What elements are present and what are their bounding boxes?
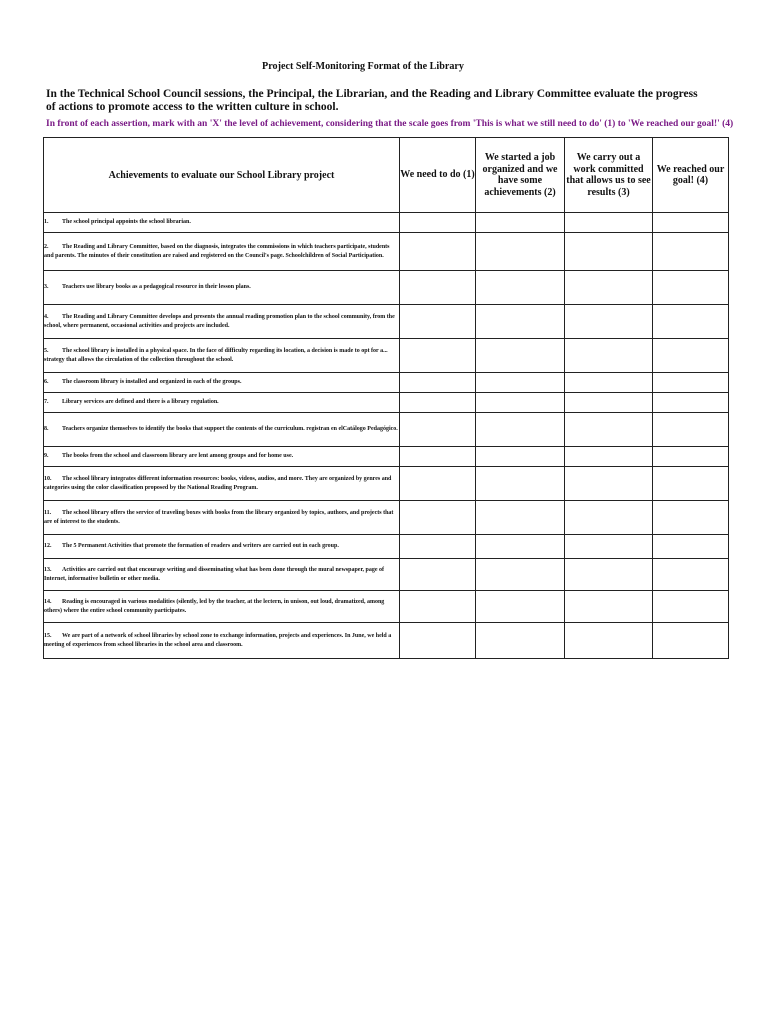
assertion-number: 13. <box>44 566 52 573</box>
table-header-row <box>44 138 729 213</box>
self-monitoring-table <box>43 137 729 659</box>
level2-mark-cell[interactable] <box>476 623 565 659</box>
table-row <box>44 339 729 373</box>
table-row <box>44 233 729 271</box>
assertion-text: The 5 Permanent Activities that promote the formation of readers and writers are carried out in each group. <box>62 543 339 549</box>
level2-mark-cell[interactable] <box>476 339 565 373</box>
level4-mark-cell[interactable] <box>653 373 729 393</box>
assertion-cell <box>44 413 400 447</box>
document-title: Project Self-Monitoring Format of the Library <box>262 60 464 72</box>
level4-mark-cell[interactable] <box>653 413 729 447</box>
assertion-cell <box>44 271 400 305</box>
assertion-cell <box>44 501 400 535</box>
assertion-number: 4. <box>44 313 49 320</box>
table-row <box>44 393 729 413</box>
assertion-cell <box>44 233 400 271</box>
level1-mark-cell[interactable] <box>400 623 476 659</box>
level3-mark-cell[interactable] <box>565 559 653 591</box>
table-row <box>44 623 729 659</box>
table-row <box>44 413 729 447</box>
level3-mark-cell[interactable] <box>565 467 653 501</box>
assertion-number: 10. <box>44 475 52 482</box>
assertion-text: The Reading and Library Committee develops and presents the annual reading promotion plan to the school community, from the school, where permanent, occasional activities and projects are included. <box>44 313 395 329</box>
level2-mark-cell[interactable] <box>476 393 565 413</box>
assertion-text: The school library is installed in a physical space. In the face of difficulty regarding its location, a decision is made to opt for a... strategy that allows the circulation of the collection throughout the school. <box>44 347 388 363</box>
assertion-text: The classroom library is installed and organized in each of the groups. <box>62 379 242 385</box>
level4-mark-cell[interactable] <box>653 591 729 623</box>
level2-mark-cell[interactable] <box>476 213 565 233</box>
assertion-text: Reading is encouraged in various modalities (silently, led by the teacher, at the lectern, in unison, out loud, dramatized, among others) where the entire school community participates. <box>44 598 385 614</box>
level3-mark-cell[interactable] <box>565 623 653 659</box>
level2-mark-cell[interactable] <box>476 559 565 591</box>
table-row <box>44 535 729 559</box>
level4-header: We reached our goal! (4) <box>653 138 729 213</box>
assertion-number: 2. <box>44 243 49 250</box>
achievements-header: Achievements to evaluate our School Library project <box>44 138 400 213</box>
assertion-number: 6. <box>44 379 49 385</box>
level3-mark-cell[interactable] <box>565 501 653 535</box>
level2-mark-cell[interactable] <box>476 447 565 467</box>
level1-mark-cell[interactable] <box>400 233 476 271</box>
level3-mark-cell[interactable] <box>565 213 653 233</box>
assertion-text: We are part of a network of school libraries by school zone to exchange information, projects and experiences. In June, we held a meeting of experiences from school libraries in the school area and classroom. <box>44 632 392 648</box>
level1-mark-cell[interactable] <box>400 591 476 623</box>
assertion-cell <box>44 213 400 233</box>
level3-mark-cell[interactable] <box>565 373 653 393</box>
level3-mark-cell[interactable] <box>565 413 653 447</box>
assertion-cell <box>44 393 400 413</box>
assertion-cell <box>44 535 400 559</box>
level1-mark-cell[interactable] <box>400 393 476 413</box>
assertion-text: Activities are carried out that encourage writing and disseminating what has been done through the mural newspaper, page of Internet, informative bulletin or other media. <box>44 566 385 582</box>
level3-mark-cell[interactable] <box>565 535 653 559</box>
level4-mark-cell[interactable] <box>653 535 729 559</box>
level2-mark-cell[interactable] <box>476 233 565 271</box>
level4-mark-cell[interactable] <box>653 467 729 501</box>
assertion-text: Library services are defined and there is a library regulation. <box>62 399 219 405</box>
level2-header: We started a job organized and we have some achievements (2) <box>476 138 565 213</box>
level4-mark-cell[interactable] <box>653 447 729 467</box>
assertion-cell <box>44 305 400 339</box>
level1-mark-cell[interactable] <box>400 447 476 467</box>
assertion-cell <box>44 559 400 591</box>
instruction-text: In front of each assertion, mark with an 'X' the level of achievement, considering that the scale goes from 'This is what we still need to do' (1) to 'We reached our goal!' (4) <box>46 119 734 129</box>
level1-mark-cell[interactable] <box>400 559 476 591</box>
table-row <box>44 305 729 339</box>
assertion-text: The books from the school and classroom library are lent among groups and for home use. <box>62 453 294 459</box>
table-row <box>44 467 729 501</box>
level3-mark-cell[interactable] <box>565 591 653 623</box>
level2-mark-cell[interactable] <box>476 413 565 447</box>
assertion-text: The Reading and Library Committee, based on the diagnosis, integrates the commissions in which teachers participate, students and parents. The minutes of their constitution are raised and registered on the Council's page. Schoolchildren of Social Participation. <box>44 243 390 259</box>
assertion-text: Teachers use library books as a pedagogical resource in their lesson plans. <box>62 284 251 290</box>
assertion-number: 12. <box>44 543 52 549</box>
assertion-number: 14. <box>44 598 52 605</box>
assertion-number: 5. <box>44 347 49 354</box>
level1-mark-cell[interactable] <box>400 501 476 535</box>
level4-mark-cell[interactable] <box>653 501 729 535</box>
level4-mark-cell[interactable] <box>653 233 729 271</box>
table-row <box>44 447 729 467</box>
assertion-cell <box>44 623 400 659</box>
level2-mark-cell[interactable] <box>476 535 565 559</box>
table-row <box>44 591 729 623</box>
assertion-cell <box>44 373 400 393</box>
level4-mark-cell[interactable] <box>653 559 729 591</box>
level4-mark-cell[interactable] <box>653 339 729 373</box>
level1-mark-cell[interactable] <box>400 305 476 339</box>
level4-mark-cell[interactable] <box>653 623 729 659</box>
level3-mark-cell[interactable] <box>565 233 653 271</box>
level4-mark-cell[interactable] <box>653 305 729 339</box>
level1-mark-cell[interactable] <box>400 271 476 305</box>
assertion-number: 11. <box>44 509 52 516</box>
assertion-number: 8. <box>44 426 49 432</box>
level4-mark-cell[interactable] <box>653 271 729 305</box>
level3-mark-cell[interactable] <box>565 305 653 339</box>
assertion-cell <box>44 447 400 467</box>
assertion-number: 7. <box>44 399 49 405</box>
level4-mark-cell[interactable] <box>653 393 729 413</box>
level1-mark-cell[interactable] <box>400 413 476 447</box>
assertion-cell <box>44 591 400 623</box>
table-row <box>44 373 729 393</box>
assertion-text: The school library offers the service of traveling boxes with books from the library organized by topics, authors, and projects that are of interest to the students. <box>44 509 394 525</box>
level3-mark-cell[interactable] <box>565 447 653 467</box>
level2-mark-cell[interactable] <box>476 467 565 501</box>
assertion-text: Teachers organize themselves to identify the books that support the contents of the curriculum. registran en elCatálogo Pedagógico. <box>62 426 398 432</box>
level1-mark-cell[interactable] <box>400 213 476 233</box>
assertion-number: 3. <box>44 284 49 290</box>
table-row <box>44 213 729 233</box>
level3-mark-cell[interactable] <box>565 271 653 305</box>
level2-mark-cell[interactable] <box>476 501 565 535</box>
assertion-number: 1. <box>44 219 49 225</box>
assertion-cell <box>44 467 400 501</box>
intro-paragraph: In the Technical School Council sessions, the Principal, the Librarian, and the Reading and Library Committee evaluate the progress of actions to promote access to the written culture in school. <box>46 88 698 113</box>
level1-mark-cell[interactable] <box>400 467 476 501</box>
table-row <box>44 501 729 535</box>
level1-mark-cell[interactable] <box>400 339 476 373</box>
level3-mark-cell[interactable] <box>565 339 653 373</box>
assertion-text: The school principal appoints the school librarian. <box>62 219 191 225</box>
level2-mark-cell[interactable] <box>476 271 565 305</box>
level3-mark-cell[interactable] <box>565 393 653 413</box>
level4-mark-cell[interactable] <box>653 213 729 233</box>
table-row <box>44 559 729 591</box>
level1-mark-cell[interactable] <box>400 373 476 393</box>
level2-mark-cell[interactable] <box>476 373 565 393</box>
level1-header: We need to do (1) <box>400 138 476 213</box>
table-body <box>44 213 729 659</box>
level1-mark-cell[interactable] <box>400 535 476 559</box>
level2-mark-cell[interactable] <box>476 305 565 339</box>
assertion-number: 9. <box>44 453 49 459</box>
assertion-number: 15. <box>44 632 52 639</box>
level3-header: We carry out a work committed that allows us to see results (3) <box>565 138 653 213</box>
table-row <box>44 271 729 305</box>
assertion-text: The school library integrates different information resources: books, videos, audios, and more. They are organized by genres and categories using the color classification proposed by the National Reading Program. <box>44 475 392 491</box>
assertion-cell <box>44 339 400 373</box>
level2-mark-cell[interactable] <box>476 591 565 623</box>
